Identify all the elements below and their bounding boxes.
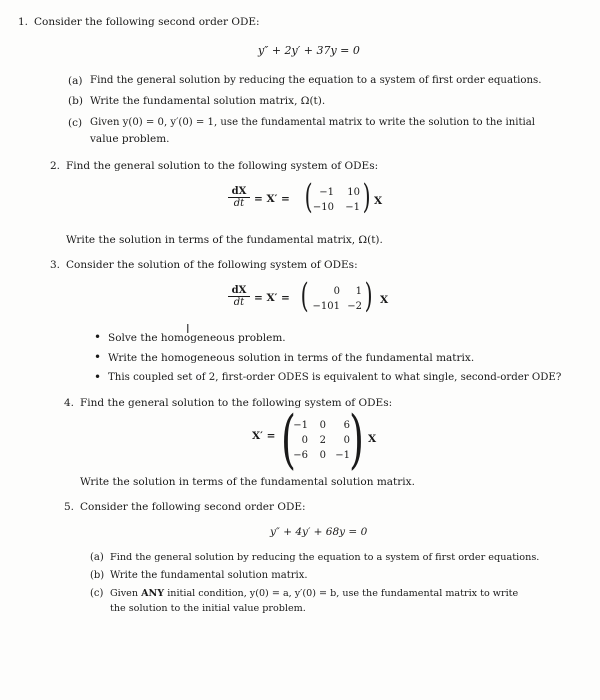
q2-after: Write the solution in terms of the fundamental matrix, Ω(t). [66, 234, 383, 246]
q4-matrix-cell: 0 [343, 435, 350, 446]
q2-rhs: X [374, 195, 383, 207]
q4-rhs: X [368, 433, 377, 445]
q3-left-paren: ( [300, 276, 309, 316]
q1-equation: y″ + 2y′ + 37y = 0 [258, 44, 360, 57]
q3-bullet-dot: • [94, 330, 102, 344]
q5c-text-line1 [110, 588, 518, 599]
q4-matrix-cell: −6 [293, 450, 308, 461]
q4-matrix-cell: 0 [301, 435, 308, 446]
q5b-label: (b) [90, 570, 105, 581]
q3-matrix-cell: 0 [333, 286, 340, 297]
q5b-text: Write the fundamental solution matrix. [110, 570, 308, 581]
q4-matrix-cell: 0 [319, 450, 326, 461]
q5c-label: (c) [90, 588, 104, 599]
q4-intro: Find the general solution to the following system of ODEs: [80, 397, 393, 409]
q4-number: 4. [64, 397, 75, 409]
q1a-label: (a) [68, 75, 83, 87]
q3-bullet-3: This coupled set of 2, first-order ODES is equivalent to what single, second-order ODE? [108, 372, 562, 383]
q2-derivative-fraction [228, 186, 250, 209]
q3-bullet-dot: • [94, 350, 102, 364]
q3-bullet-dot: • [94, 370, 102, 384]
q5a-label: (a) [90, 552, 104, 563]
q2-left-paren: ( [304, 177, 313, 217]
q3-fraction-denominator: dt [233, 297, 245, 308]
q4-matrix [280, 403, 382, 477]
q2-equals: = X′ = [254, 193, 290, 205]
q4-matrix-cell: 2 [319, 435, 326, 446]
q5-intro: Consider the following second order ODE: [80, 501, 306, 513]
q2-right-paren: ) [362, 177, 371, 217]
q3-number: 3. [50, 259, 61, 271]
q1c-text-line1: Given y(0) = 0, y′(0) = 1, use the fundamental matrix to write the solution to the initial [90, 117, 536, 128]
q2-fraction-numerator: dX [228, 186, 250, 198]
q4-after: Write the solution in terms of the fundamental solution matrix. [80, 476, 415, 488]
q3-matrix-cell: 1 [355, 286, 362, 297]
q3-equals: = X′ = [254, 292, 290, 304]
q3-intro: Consider the solution of the following system of ODEs: [66, 259, 358, 271]
q4-matrix-cell: 6 [343, 420, 350, 431]
q4-matrix-cell: −1 [335, 450, 350, 461]
q5c-text-post: initial condition, y(0) = a, y′(0) = b, use the fundamental matrix to write [167, 588, 519, 599]
q1c-text-line2: value problem. [90, 133, 170, 145]
q5c-text-line2: the solution to the initial value problem. [110, 603, 306, 614]
text-cursor-icon: I [186, 322, 190, 336]
q5-number: 5. [64, 501, 75, 513]
q5c-text-pre: Given [110, 588, 139, 599]
q4-matrix-cell: −1 [293, 420, 308, 431]
q2-number: 2. [50, 160, 61, 172]
q1c-label: (c) [68, 117, 83, 129]
q4-right-paren: ) [348, 403, 364, 477]
q4-left-paren: ( [280, 403, 296, 477]
q3-rhs: X [380, 294, 389, 306]
q2-matrix-cell: −1 [345, 202, 360, 213]
q5a-text: Find the general solution by reducing the equation to a system of first order equations. [110, 552, 540, 563]
q2-matrix [304, 177, 384, 218]
q1a-text: Find the general solution by reducing the equation to a system of first order equations. [90, 75, 542, 86]
q2-matrix-cell: −1 [319, 187, 334, 198]
q3-matrix-cell: −101 [312, 301, 340, 312]
q3-bullet-2: Write the homogeneous solution in terms of the fundamental matrix. [108, 352, 475, 364]
q4-lhs: X′ = [252, 430, 276, 442]
q2-matrix-cell: 10 [347, 187, 360, 198]
q2-fraction-denominator: dt [233, 198, 245, 209]
q3-matrix [300, 276, 390, 317]
q3-matrix-cell: −2 [347, 301, 362, 312]
q4-matrix-cell: 0 [319, 420, 326, 431]
q1-number: 1. [18, 16, 29, 28]
q1b-text: Write the fundamental solution matrix, Ω(t). [90, 95, 326, 107]
q3-right-paren: ) [364, 276, 373, 316]
q3-fraction-numerator: dX [228, 285, 250, 297]
q5-equation: y″ + 4y′ + 68y = 0 [270, 526, 368, 538]
q3-bullet-1: Solve the homogeneous problem. [108, 332, 286, 344]
q1-intro: Consider the following second order ODE: [34, 16, 260, 28]
q1b-label: (b) [68, 95, 83, 107]
q2-intro: Find the general solution to the following system of ODEs: [66, 160, 379, 172]
q3-derivative-fraction [228, 285, 250, 308]
q2-matrix-cell: −10 [312, 202, 334, 213]
q5c-text-bold: ANY [141, 588, 165, 599]
